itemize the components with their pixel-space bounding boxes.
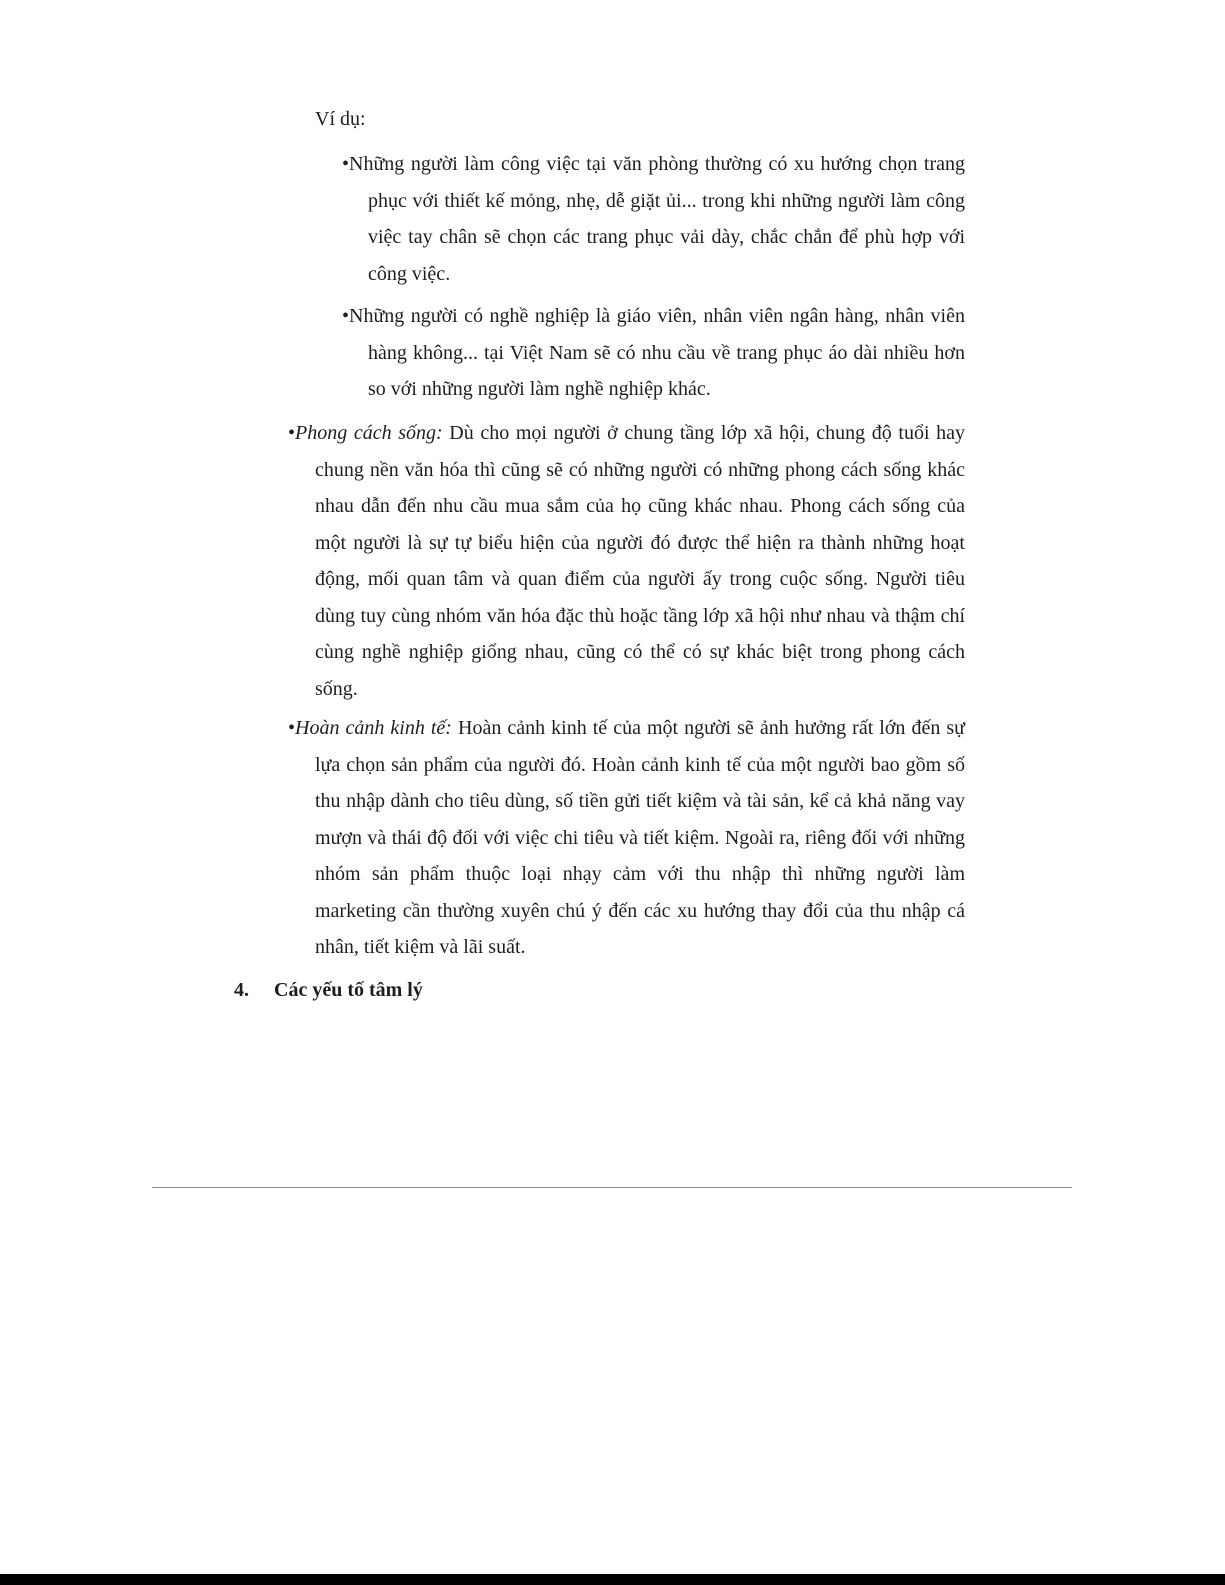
bullet-symbol: • [342, 305, 350, 327]
bullet-symbol: • [288, 717, 296, 739]
bullet-term: Hoàn cảnh kinh tế: [295, 717, 452, 739]
bullet-term: Phong cách sống: [295, 422, 443, 444]
section-heading [234, 978, 423, 1002]
bullet-text: Dù cho mọi người ở chung tầng lớp xã hội, chung độ tuổi hay chung nền văn hóa thì cũng sẽ có những người có những phong cách sống khác nhau dẫn đến nhu cầu mua sắm của họ cũng khác nhau. Phong cách sống của một người là sự tự biểu hiện của người đó được thể hiện ra thành những hoạt động, mối quan tâm và quan điểm của người ấy trong cuộc sống. Người tiêu dùng tuy cùng nhóm văn hóa đặc thù hoặc tầng lớp xã hội như nhau và thậm chí cùng nghề nghiệp giống nhau, cũng có thể có sự khác biệt trong phong cách sống. [315, 422, 966, 700]
sub-bullet-text: Những người làm công việc tại văn phòng thường có xu hướng chọn trang phục với thiết kế mỏng, nhẹ, dễ giặt ủi... trong khi những người làm công việc tay chân sẽ chọn các trang phục vải dày, chắc chắn để phù hợp với công việc. [349, 153, 965, 285]
bullet-symbol: • [288, 422, 296, 444]
bullet-symbol: • [342, 153, 350, 175]
sub-bullet-office-workers [342, 146, 965, 292]
sub-bullet-teachers [342, 298, 965, 408]
bullet-text: Hoàn cảnh kinh tế của một người sẽ ảnh hưởng rất lớn đến sự lựa chọn sản phẩm của người đó. Hoàn cảnh kinh tế của một người bao gồm số thu nhập dành cho tiêu dùng, số tiền gửi tiết kiệm và tài sản, kể cả khả năng vay mượn và thái độ đối với việc chi tiêu và tiết kiệm. Ngoài ra, riêng đối với những nhóm sản phẩm thuộc loại nhạy cảm với thu nhập thì những người làm marketing cần thường xuyên chú ý đến các xu hướng thay đổi của thu nhập cá nhân, tiết kiệm và lãi suất. [315, 717, 965, 958]
bullet-lifestyle [288, 415, 965, 707]
page-divider [152, 1187, 1072, 1188]
bottom-edge-bar [0, 1574, 1225, 1585]
section-title: Các yếu tố tâm lý [274, 979, 423, 1001]
bullet-economic-situation [288, 710, 965, 966]
sub-bullet-text: Những người có nghề nghiệp là giáo viên, nhân viên ngân hàng, nhân viên hàng không... tại Việt Nam sẽ có nhu cầu về trang phục áo dài nhiều hơn so với những người làm nghề nghiệp khác. [349, 305, 965, 400]
example-intro: Ví dụ: [315, 108, 366, 130]
section-number: 4. [234, 979, 249, 1001]
